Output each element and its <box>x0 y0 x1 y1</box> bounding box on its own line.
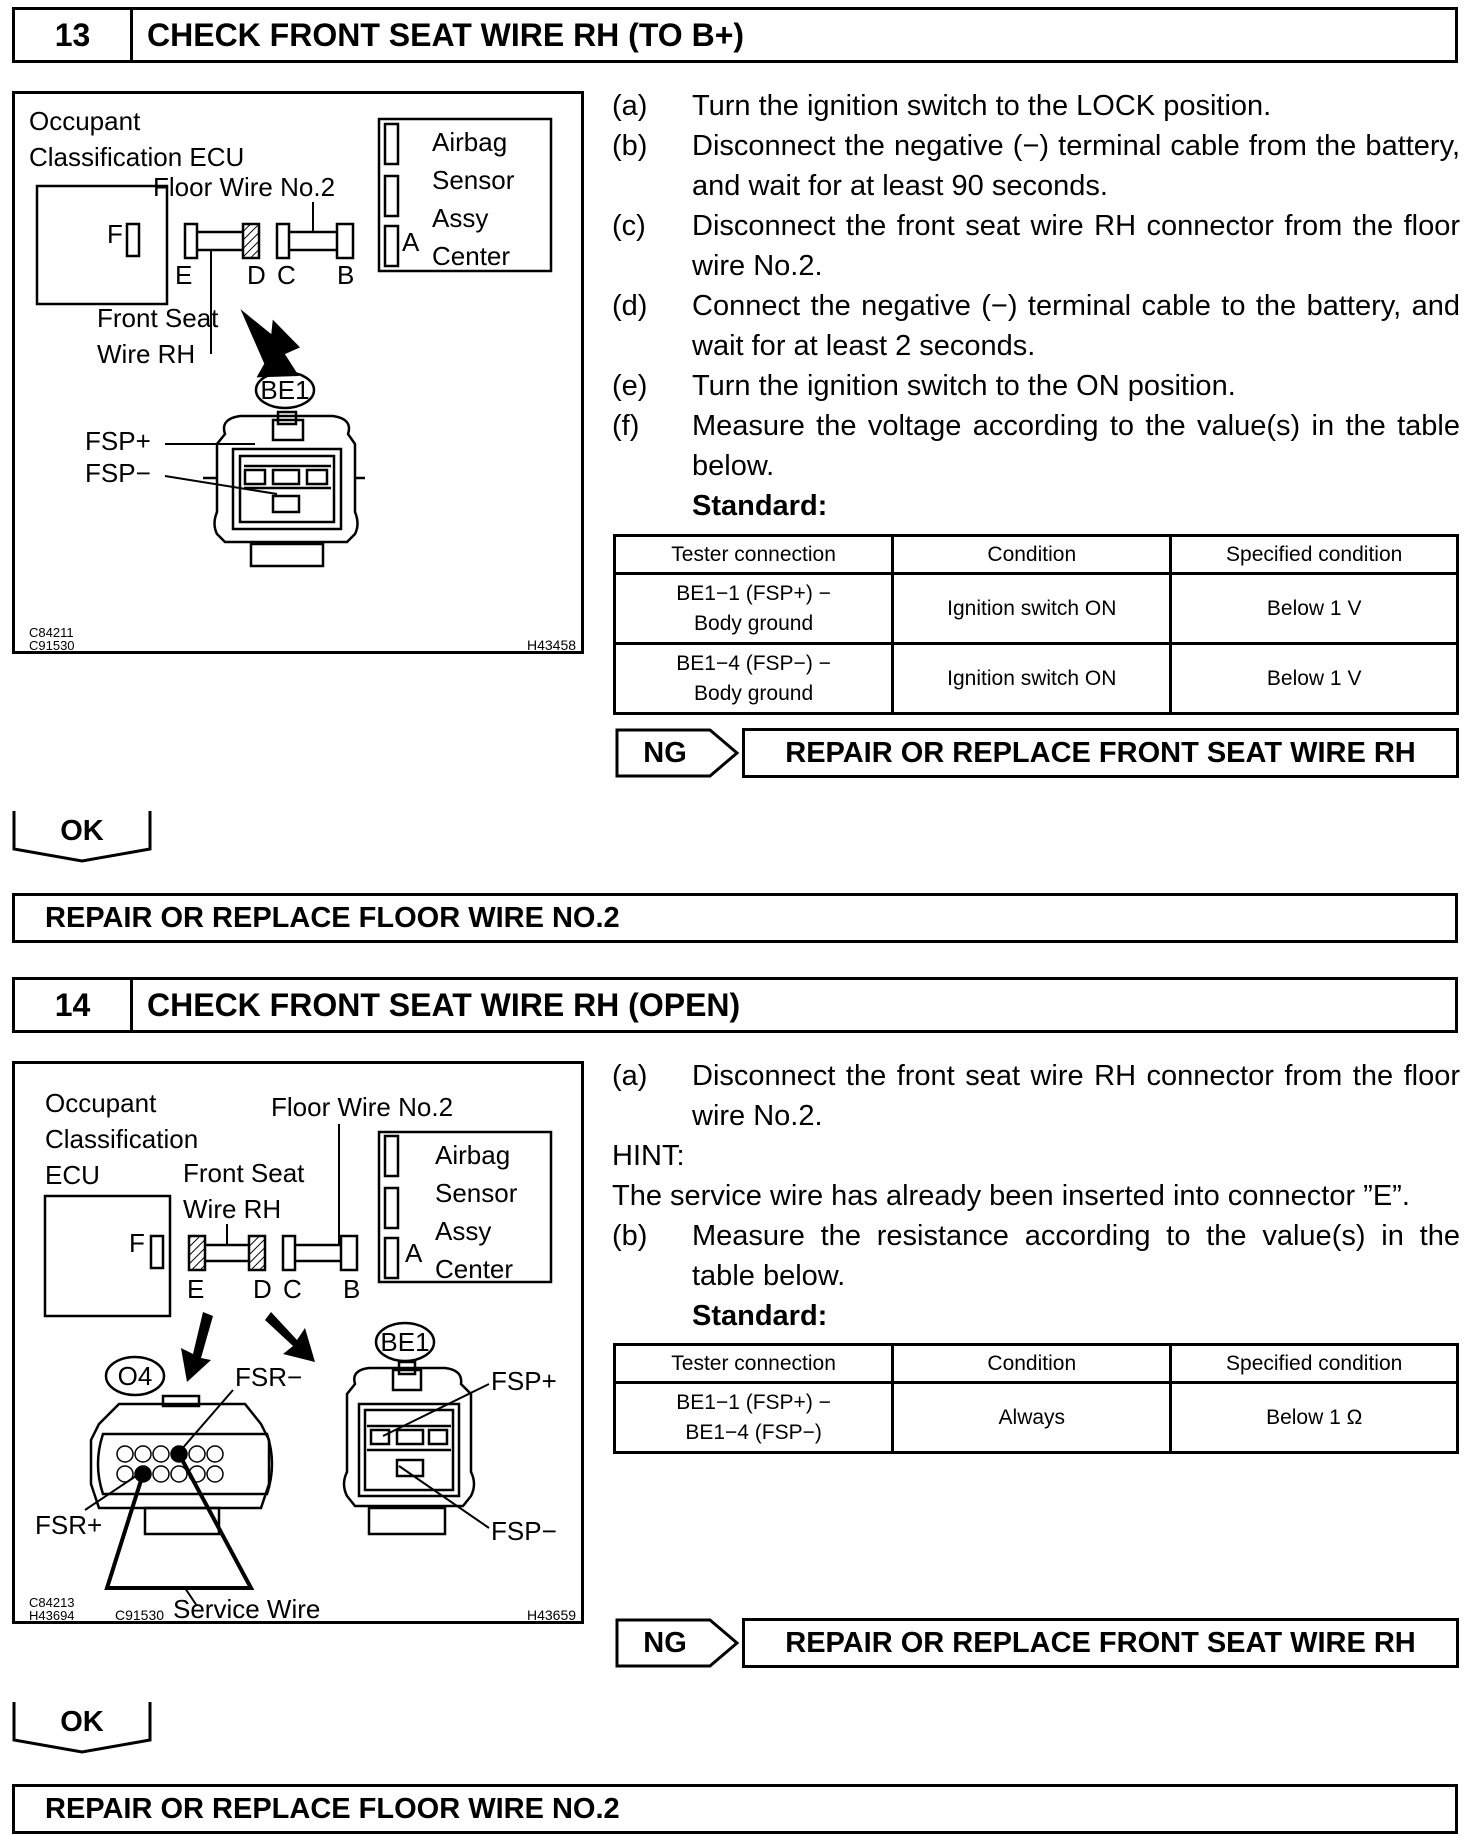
ng-label: NG <box>643 736 687 769</box>
step-14-ng-tag <box>615 1618 740 1668</box>
instruction-a <box>612 86 1460 126</box>
table-cell-condition: Ignition switch ON <box>893 574 1171 644</box>
instruction-a <box>612 1056 1460 1136</box>
airbag-label-2: Sensor <box>432 165 515 195</box>
airbag-slot-2 <box>385 176 398 216</box>
airbag-slot-3 <box>385 226 398 266</box>
conn-d-label: D <box>247 260 266 290</box>
be1-connector <box>344 1362 474 1534</box>
fsp-minus-label: FSP− <box>85 458 151 488</box>
instruction-text: Turn the ignition switch to the ON position. <box>692 370 1236 402</box>
be1-label: BE1 <box>260 375 310 405</box>
conn-b-label: B <box>337 260 355 290</box>
cell-line: BE1−1 (FSP+) − <box>676 581 831 605</box>
table-header: Condition <box>893 1345 1171 1383</box>
instruction-c <box>612 206 1460 286</box>
fsr-plus-label: FSR+ <box>35 1510 103 1540</box>
instruction-e <box>612 366 1460 406</box>
conn-f <box>127 224 139 256</box>
instruction-text: Disconnect the negative (−) terminal cable from the battery, and wait for at least 90 seconds. <box>692 130 1460 202</box>
conn-a-label: A <box>405 1238 423 1268</box>
instruction-f <box>612 406 1460 486</box>
ecu-box <box>37 186 167 304</box>
airbag-label-3: Assy <box>435 1216 492 1246</box>
instruction-b <box>612 1216 1460 1296</box>
cell-line: Body ground <box>694 611 814 635</box>
instruction-label: (a) <box>612 1060 648 1092</box>
fsp-plus-label: FSP+ <box>491 1366 557 1396</box>
instruction-label: (f) <box>612 410 640 442</box>
table-row <box>615 574 1458 644</box>
conn-c-label: C <box>283 1274 302 1304</box>
fsp-minus-label: FSP− <box>491 1516 557 1546</box>
arrow-icon <box>265 1312 315 1362</box>
instruction-label: (d) <box>612 290 648 322</box>
step-13-header <box>12 7 1458 63</box>
step-14-spec-table <box>613 1343 1459 1454</box>
airbag-label-2: Sensor <box>435 1178 518 1208</box>
conn-c-label: C <box>277 260 296 290</box>
step-14-ok-action: REPAIR OR REPLACE FLOOR WIRE NO.2 <box>12 1784 1458 1834</box>
airbag-slot-1 <box>385 1136 398 1176</box>
airbag-label-1: Airbag <box>435 1140 511 1170</box>
conn-a-label: A <box>402 227 420 257</box>
cell-line: Body ground <box>694 681 814 705</box>
table-cell-spec: Below 1 Ω <box>1171 1383 1458 1453</box>
conn-d <box>249 1236 265 1270</box>
ecu-label-line1: Occupant <box>29 106 141 136</box>
cell-line: BE1−4 (FSP−) <box>685 1420 822 1444</box>
ecu-label-line1: Occupant <box>45 1088 157 1118</box>
ecu-label-line2: Classification <box>45 1124 199 1154</box>
table-header: Specified condition <box>1171 1345 1458 1383</box>
instruction-text: Turn the ignition switch to the LOCK position. <box>692 90 1272 122</box>
step-14-title: CHECK FRONT SEAT WIRE RH (OPEN) <box>147 986 741 1023</box>
instruction-text: Measure the resistance according to the value(s) in the table below. <box>692 1220 1460 1292</box>
conn-e <box>185 224 197 258</box>
table-header: Tester connection <box>615 1345 893 1383</box>
conn-b-label: B <box>343 1274 361 1304</box>
service-wire-label: Service Wire <box>173 1594 321 1624</box>
service-wire <box>107 1454 251 1588</box>
instruction-d <box>612 286 1460 366</box>
step-13-number: 13 <box>15 10 133 60</box>
ng-label: NG <box>643 1626 687 1659</box>
seat-label-line2: Wire RH <box>97 339 196 369</box>
conn-f-label: F <box>107 219 123 249</box>
table-header: Tester connection <box>615 536 893 574</box>
be1-connector <box>203 412 365 566</box>
table-header: Condition <box>893 536 1171 574</box>
step-14-number: 14 <box>15 980 133 1030</box>
conn-c <box>283 1236 295 1270</box>
o4-pins <box>117 1446 223 1482</box>
conn-e-label: E <box>175 260 193 290</box>
standard-label: Standard: <box>692 490 828 522</box>
seat-label-line1: Front Seat <box>97 303 219 333</box>
arrow-icon <box>240 300 304 384</box>
cell-line: BE1−1 (FSP+) − <box>676 1390 831 1414</box>
table-cell-spec: Below 1 V <box>1171 644 1458 714</box>
arrow-icon <box>181 1312 213 1382</box>
hint-text: The service wire has already been inserted into connector ”E”. <box>612 1180 1410 1212</box>
airbag-label-4: Center <box>432 241 511 271</box>
ok-label: OK <box>60 814 104 847</box>
instruction-label: (b) <box>612 1220 648 1252</box>
table-row <box>615 1383 1458 1453</box>
airbag-label-3: Assy <box>432 203 489 233</box>
instruction-label: (a) <box>612 90 648 122</box>
code-2: C91530 <box>29 638 75 653</box>
airbag-slot-1 <box>385 124 398 164</box>
code-1: C84213 <box>29 1595 75 1610</box>
code-1: C84211 <box>29 625 74 640</box>
conn-f-label: F <box>129 1228 145 1258</box>
conn-d-label: D <box>253 1274 272 1304</box>
step-13-ng-tag <box>615 728 740 778</box>
fsr-minus-label: FSR− <box>235 1362 303 1392</box>
conn-b <box>341 1236 357 1270</box>
step-14-ok-tag <box>12 1700 152 1754</box>
table-cell-condition: Ignition switch ON <box>893 644 1171 714</box>
airbag-label-1: Airbag <box>432 127 508 157</box>
airbag-label-4: Center <box>435 1254 514 1284</box>
code-4: H43659 <box>527 1607 577 1623</box>
conn-e <box>189 1236 205 1270</box>
ecu-label-line3: ECU <box>45 1160 100 1190</box>
table-cell-connection <box>615 644 893 714</box>
seat-label-line1: Front Seat <box>183 1158 305 1188</box>
instruction-b <box>612 126 1460 206</box>
instruction-label: (c) <box>612 210 646 242</box>
instruction-text: Disconnect the front seat wire RH connector from the floor wire No.2. <box>692 210 1460 282</box>
step-14-instructions <box>612 1056 1460 1336</box>
table-row <box>615 644 1458 714</box>
conn-d <box>243 224 259 258</box>
table-cell-condition: Always <box>893 1383 1171 1453</box>
table-cell-connection <box>615 1383 893 1453</box>
floor-wire-label: Floor Wire No.2 <box>271 1092 454 1122</box>
standard-label: Standard: <box>692 1300 828 1332</box>
instruction-label: (b) <box>612 130 648 162</box>
step-13-ok-action: REPAIR OR REPLACE FLOOR WIRE NO.2 <box>12 893 1458 943</box>
floor-wire-label: Floor Wire No.2 <box>153 172 336 202</box>
airbag-slot-3 <box>385 1238 398 1278</box>
instruction-text: Measure the voltage according to the value(s) in the table below. <box>692 410 1460 482</box>
fsp-plus-label: FSP+ <box>85 426 151 456</box>
step-13-figure <box>12 91 584 654</box>
step-13-instructions <box>612 86 1460 526</box>
step-13-spec-table <box>613 534 1459 715</box>
step-13-ok-tag <box>12 809 152 863</box>
hint-label: HINT: <box>612 1140 685 1172</box>
instruction-label: (e) <box>612 370 648 402</box>
step-14-header <box>12 977 1458 1033</box>
instruction-text: Disconnect the front seat wire RH connector from the floor wire No.2. <box>692 1060 1460 1132</box>
cell-line: BE1−4 (FSP−) − <box>676 651 831 675</box>
o4-connector <box>91 1396 272 1534</box>
table-cell-connection <box>615 574 893 644</box>
step-13-ng-action: REPAIR OR REPLACE FRONT SEAT WIRE RH <box>742 728 1459 778</box>
code-2: H43694 <box>29 1608 75 1623</box>
table-cell-spec: Below 1 V <box>1171 574 1458 644</box>
o4-label: O4 <box>117 1361 153 1391</box>
airbag-slot-2 <box>385 1188 398 1228</box>
ok-label: OK <box>60 1705 104 1738</box>
instruction-text: Connect the negative (−) terminal cable to the battery, and wait for at least 2 seconds. <box>692 290 1460 362</box>
conn-b <box>337 224 353 258</box>
table-header: Specified condition <box>1171 536 1458 574</box>
step-14-figure <box>12 1061 584 1624</box>
conn-c <box>277 224 289 258</box>
code-3: H43458 <box>527 637 577 653</box>
conn-e-label: E <box>187 1274 205 1304</box>
be1-label: BE1 <box>380 1327 430 1357</box>
ecu-label-line2: Classification ECU <box>29 142 245 172</box>
code-3: C91530 <box>115 1607 165 1623</box>
conn-f <box>151 1236 163 1268</box>
step-14-ng-action: REPAIR OR REPLACE FRONT SEAT WIRE RH <box>742 1618 1459 1668</box>
seat-label-line2: Wire RH <box>183 1194 282 1224</box>
step-13-title: CHECK FRONT SEAT WIRE RH (TO B+) <box>147 16 745 53</box>
